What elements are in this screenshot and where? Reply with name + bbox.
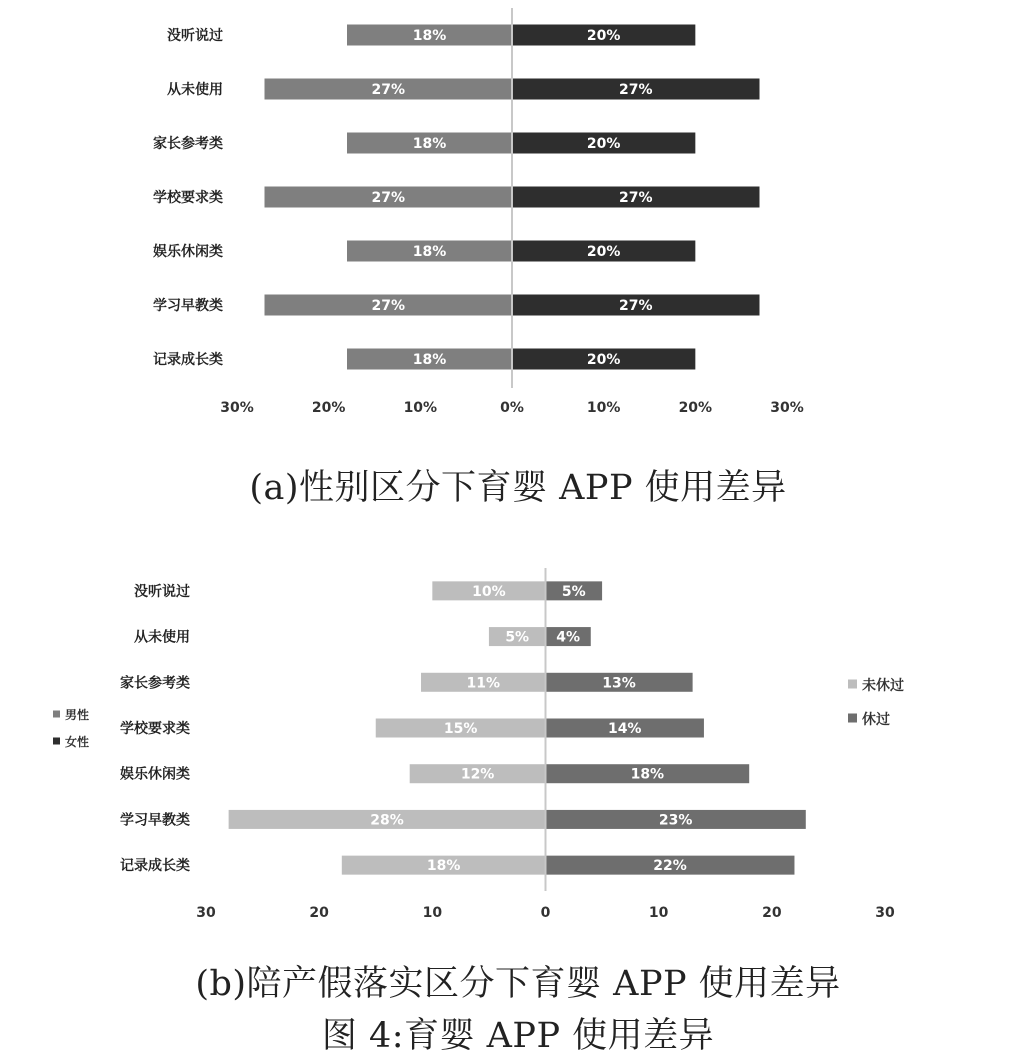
data-label: 27% xyxy=(618,298,653,314)
category-label: 学习早教类 xyxy=(120,812,190,829)
data-label: 12% xyxy=(460,766,495,783)
category-label: 娱乐休闲类 xyxy=(120,766,190,783)
chart-b xyxy=(30,515,934,939)
data-label: 18% xyxy=(426,858,461,875)
data-label: 4% xyxy=(556,629,581,646)
data-label: 18% xyxy=(412,244,447,260)
data-label: 18% xyxy=(412,136,447,152)
data-label: 23% xyxy=(658,812,693,829)
stray-legend-swatch xyxy=(53,711,60,718)
data-label: 27% xyxy=(618,190,653,206)
x-tick-label: 30% xyxy=(770,400,804,416)
chart-a-panel xyxy=(133,0,825,442)
data-label: 18% xyxy=(412,28,447,44)
data-label: 27% xyxy=(371,298,406,314)
data-label: 22% xyxy=(653,858,687,875)
figure-caption: 图 4:育婴 APP 使用差异 xyxy=(321,1016,715,1056)
data-label: 18% xyxy=(412,352,447,368)
category-label: 学习早教类 xyxy=(153,298,223,314)
category-label: 学校要求类 xyxy=(120,721,190,737)
data-label: 20% xyxy=(586,244,621,260)
legend-label: 未休过 xyxy=(862,678,904,694)
category-label: 从未使用 xyxy=(134,629,190,646)
x-tick-label: 20% xyxy=(311,400,346,416)
data-label: 20% xyxy=(586,28,621,44)
data-label: 27% xyxy=(371,190,406,206)
category-label: 没听说过 xyxy=(134,583,190,600)
legend-swatch xyxy=(848,680,857,689)
legend-swatch xyxy=(848,714,857,723)
chart-a xyxy=(133,0,825,442)
x-tick-label: 20% xyxy=(678,400,713,416)
category-label: 学校要求类 xyxy=(153,190,223,206)
data-label: 5% xyxy=(505,629,530,646)
data-label: 20% xyxy=(586,136,621,152)
data-label: 10% xyxy=(472,583,506,600)
data-label: 18% xyxy=(630,766,665,783)
x-tick-label: 10% xyxy=(403,400,438,416)
data-label: 5% xyxy=(561,583,586,600)
caption-a: (a)性别区分下育婴 APP 使用差异 xyxy=(249,468,787,508)
x-tick-label: 30 xyxy=(875,905,895,921)
data-label: 15% xyxy=(443,721,478,737)
chart-b-panel xyxy=(30,515,934,939)
category-label: 记录成长类 xyxy=(153,352,223,368)
data-label: 27% xyxy=(618,82,653,98)
x-tick-label: 30 xyxy=(196,905,216,921)
data-label: 14% xyxy=(607,721,642,737)
category-label: 家长参考类 xyxy=(153,136,223,152)
x-tick-label: 10% xyxy=(586,400,621,416)
x-tick-label: 10 xyxy=(422,905,443,921)
x-tick-label: 30% xyxy=(220,400,254,416)
category-label: 记录成长类 xyxy=(120,858,190,875)
x-tick-label: 20 xyxy=(309,905,329,921)
data-label: 27% xyxy=(371,82,406,98)
caption-b: (b)陪产假落实区分下育婴 APP 使用差异 xyxy=(195,964,841,1004)
legend-label: 休过 xyxy=(862,712,890,728)
category-label: 家长参考类 xyxy=(120,675,190,692)
x-tick-label: 0 xyxy=(540,905,551,921)
x-tick-label: 10 xyxy=(648,905,669,921)
stray-legend-label: 男性 xyxy=(65,708,90,722)
x-tick-label: 20 xyxy=(762,905,782,921)
stray-legend-label: 女性 xyxy=(65,735,90,749)
category-label: 娱乐休闲类 xyxy=(153,244,223,260)
category-label: 从未使用 xyxy=(167,82,223,98)
data-label: 11% xyxy=(466,675,501,692)
x-tick-label: 0% xyxy=(500,400,524,416)
data-label: 20% xyxy=(586,352,621,368)
stray-legend-swatch xyxy=(53,738,60,745)
data-label: 28% xyxy=(370,812,404,829)
category-label: 没听说过 xyxy=(167,28,223,44)
data-label: 13% xyxy=(602,675,636,692)
